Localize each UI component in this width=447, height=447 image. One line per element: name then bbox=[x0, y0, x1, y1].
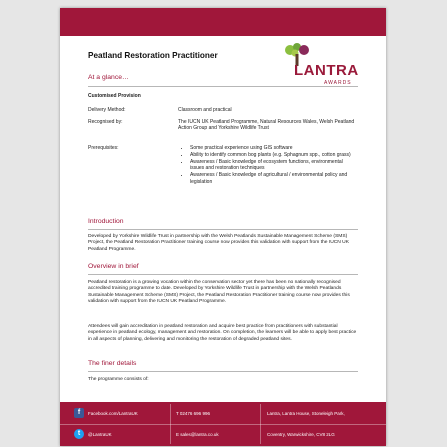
footer-row bbox=[60, 404, 386, 424]
glance-subheading: Customised Provision bbox=[88, 93, 141, 99]
twitter-link[interactable]: @LantraUK bbox=[88, 432, 112, 437]
introduction-rule bbox=[88, 229, 358, 230]
lantra-logo bbox=[282, 42, 362, 92]
glance-rule bbox=[88, 86, 358, 87]
delivery-label: Delivery Method: bbox=[88, 107, 126, 113]
logo-subtitle: AWARDS bbox=[324, 80, 352, 86]
overview-rule bbox=[88, 274, 358, 275]
glance-heading: At a glance… bbox=[88, 74, 129, 81]
recognised-label: Recognised by: bbox=[88, 119, 123, 125]
overview-paragraph-1: Peatland restoration is a growing vocation within the conservation sector yet there has been no nationally recognised accredited training programme to date. Developed by Yorkshire Wildlife Trust in partnership with the Welsh Peatlands Sustainable Management Scheme (SMS) Project, the Peatland Restoration Practitioner training course now provides this validation with support from the IUCN UK Peatland Programme. bbox=[88, 280, 350, 304]
footer-address-line-1: Lantra, Lantra House, Stoneleigh Park, bbox=[267, 411, 345, 416]
recognised-value: The IUCN UK Peatland Programme, Natural Resources Wales, Welsh Peatland Action Group and Yorkshire Wildlife Trust bbox=[178, 119, 355, 132]
finer-details-text: The programme consists of: bbox=[88, 377, 149, 382]
delivery-value: Classroom and practical bbox=[178, 107, 232, 113]
logo-wordmark: LANTRA bbox=[294, 62, 359, 79]
facebook-link[interactable]: Facebook.com/LantraUK bbox=[88, 411, 138, 416]
facebook-icon[interactable]: f bbox=[74, 408, 84, 418]
footer-phone: T 02476 696 996 bbox=[176, 411, 210, 416]
overview-heading: Overview in brief bbox=[88, 263, 139, 270]
twitter-icon[interactable]: t bbox=[74, 429, 84, 439]
prerequisite-item: • Awareness / Basic knowledge of ecosystem functions, environmental issues and restoration techniques bbox=[190, 159, 358, 172]
footer-email[interactable]: E sales@lantra.co.uk bbox=[176, 432, 219, 437]
overview-paragraph-2: Attendees will gain accreditation in peatland restoration and acquire best practice from practitioners with substantial experience in peatland ecology, management and restoration. On completion, the learners will be able to apply best practice in all aspects of planning, delivering and monitoring the restoration of degraded peatland sites. bbox=[88, 324, 357, 342]
finer-details-heading: The finer details bbox=[88, 360, 137, 367]
introduction-heading: Introduction bbox=[88, 218, 124, 225]
footer-row bbox=[60, 424, 386, 445]
prerequisite-item: • Ability to identify common bog plants (e.g. Sphagnum spp., cotton grass) bbox=[190, 152, 358, 158]
prerequisite-item: • Awareness / Basic knowledge of agricultural / environmental policy and legislation bbox=[190, 172, 358, 185]
document-page bbox=[60, 8, 386, 446]
finer-details-rule bbox=[88, 371, 358, 372]
prerequisites-list bbox=[178, 145, 358, 185]
prerequisite-item: • Some practical experience using GIS software bbox=[190, 145, 358, 151]
prerequisites-label: Prerequisites: bbox=[88, 145, 119, 151]
introduction-text: Developed by Yorkshire Wildlife Trust in partnership with the Welsh Peatlands Sustainable Management Scheme (SMS) Project, the Peatland Restoration Practitioner training course now provides this validation with support from the IUCN UK Peatland Programme. bbox=[88, 234, 349, 252]
footer-address-line-2: Coventry, Warwickshire, CV8 2LG bbox=[267, 432, 335, 437]
document-title: Peatland Restoration Practitioner bbox=[88, 51, 218, 60]
footer-band bbox=[60, 402, 386, 446]
header-band bbox=[60, 8, 386, 36]
